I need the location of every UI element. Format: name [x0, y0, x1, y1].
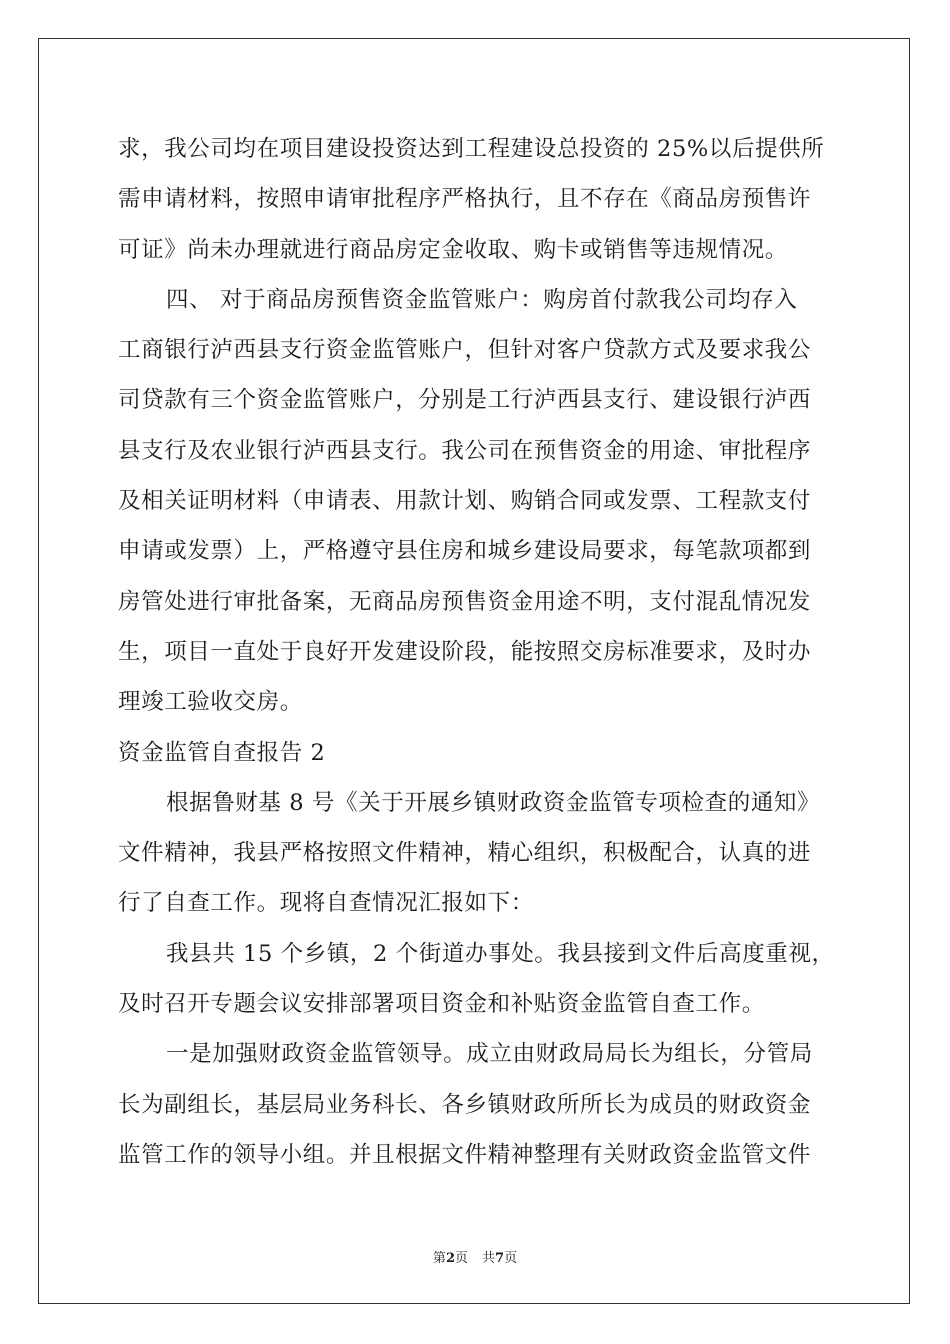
section-four-line: 四、 对于商品房预售资金监管账户：购房首付款我公司均存入 [166, 286, 798, 313]
text-line: 文件精神，我县严格按照文件精神，精心组织，积极配合，认真的进 [118, 840, 812, 867]
page-total-suffix: 页 [504, 1251, 518, 1266]
page-number-prefix: 第 [432, 1251, 446, 1266]
text-line: 工商银行泸西县支行资金监管账户，但针对客户贷款方式及要求我公 [118, 337, 812, 364]
text-line: 及时召开专题会议安排部署项目资金和补贴资金监管自查工作。 [118, 991, 765, 1018]
page-number-suffix: 页 [454, 1251, 468, 1266]
page-total-prefix: 共 [482, 1251, 496, 1266]
text-line: 及相关证明材料（申请表、用款计划、购销合同或发票、工程款支付 [118, 488, 812, 515]
text-line: 可证》尚未办理就进行商品房定金收取、购卡或销售等违规情况。 [118, 236, 788, 263]
text-line: 司贷款有三个资金监管账户，分别是工行泸西县支行、建设银行泸西 [118, 387, 812, 414]
text-line: 理竣工验收交房。 [118, 689, 303, 716]
section-heading: 资金监管自查报告 2 [118, 739, 326, 766]
text-line: 房管处进行审批备案，无商品房预售资金用途不明，支付混乱情况发 [118, 588, 812, 615]
text-line: 一是加强财政资金监管领导。成立由财政局局长为组长，分管局 [166, 1041, 813, 1068]
text-line: 我县共 15 个乡镇，2 个街道办事处。我县接到文件后高度重视， [166, 940, 835, 967]
text-line: 监管工作的领导小组。并且根据文件精神整理有关财政资金监管文件 [118, 1141, 812, 1168]
text-line: 生，项目一直处于良好开发建设阶段，能按照交房标准要求，及时办 [118, 638, 812, 665]
text-line: 长为副组长，基层局业务科长、各乡镇财政所所长为成员的财政资金 [118, 1091, 812, 1118]
document-body [118, 124, 848, 1180]
text-line: 根据鲁财基 8 号《关于开展乡镇财政资金监管专项检查的通知》 [166, 789, 821, 816]
text-line: 申请或发票）上，严格遵守县住房和城乡建设局要求，每笔款项都到 [118, 538, 812, 565]
page-number-total: 7 [495, 1251, 505, 1266]
page-number-current: 2 [445, 1251, 455, 1266]
text-line: 需申请材料，按照申请审批程序严格执行，且不存在《商品房预售许 [118, 186, 812, 213]
text-line: 县支行及农业银行泸西县支行。我公司在预售资金的用途、审批程序 [118, 437, 812, 464]
text-line: 行了自查工作。现将自查情况汇报如下： [118, 890, 534, 917]
text-line: 求，我公司均在项目建设投资达到工程建设总投资的 25%以后提供所 [118, 136, 825, 162]
page-footer [0, 1247, 950, 1266]
